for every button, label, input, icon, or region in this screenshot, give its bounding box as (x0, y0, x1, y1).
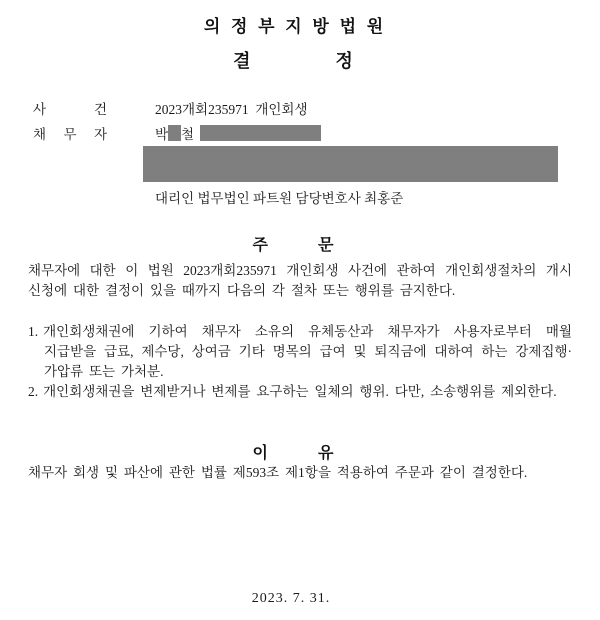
order-item-1-text: 개인회생채권에 기하여 채무자 소유의 유체동산과 채무자가 사용자로부터 매월 지급받을 급료, 제수당, 상여금 기타 명목의 급여 및 퇴직금에 대하여 하는 강제집행·가압류 또는 가처분. (43, 324, 572, 379)
reason-heading-char-left: 이 (252, 445, 268, 462)
decision-title-char-left: 결 (233, 51, 251, 71)
order-item-2 (28, 382, 572, 402)
debtor-label (33, 123, 107, 143)
decision-date: 2023. 7. 31. (251, 591, 331, 606)
redaction-box-large (143, 146, 558, 182)
reason-body-paragraph: 채무자 회생 및 파산에 관한 법률 제593조 제1항을 적용하여 주문과 같이 결정한다. (28, 465, 528, 480)
order-item-1-number: 1. (28, 324, 39, 339)
decision-title-char-right: 정 (335, 51, 353, 71)
case-number-label (33, 98, 107, 118)
case-number-value: 2023개회235971 개인회생 (155, 102, 308, 117)
order-item-list (28, 322, 572, 402)
decision-title (0, 47, 586, 73)
order-intro-paragraph: 채무자에 대한 이 법원 2023개회235971 개인회생 사건에 관하여 개인회생절차의 개시 신청에 대한 결정이 있을 때까지 다음의 각 절차 또는 행위를 금지한다. (28, 263, 572, 298)
debtor-label-char: 무 (63, 127, 77, 142)
reason-section-heading (0, 440, 586, 463)
debtor-label-char: 자 (93, 127, 107, 142)
reason-heading-char-right: 유 (318, 445, 334, 462)
case-number-row (33, 98, 308, 118)
court-name-title: 의 정 부 지 방 법 원 (203, 17, 387, 36)
order-heading-char-left: 주 (252, 237, 268, 254)
debtor-label-char: 채 (33, 127, 47, 142)
debtor-name (155, 123, 321, 143)
attorney-line: 대리인 법무법인 파트원 담당변호사 최홍준 (155, 191, 404, 206)
order-item-1 (28, 322, 572, 382)
debtor-name-first-char: 박 (155, 127, 169, 142)
order-section-heading (0, 232, 586, 255)
redaction-box-name-detail (200, 125, 321, 141)
order-item-2-text: 개인회생채권을 변제받거나 변제를 요구하는 일체의 행위. 다만, 소송행위를 제외한다. (43, 384, 557, 399)
debtor-name-last-char: 철 (181, 127, 195, 142)
case-label-char: 사 (33, 102, 47, 117)
debtor-row (33, 123, 321, 143)
redaction-box-name-middle (168, 125, 181, 141)
case-label-char: 건 (93, 102, 107, 117)
order-heading-char-right: 문 (318, 237, 334, 254)
order-item-2-number: 2. (28, 384, 39, 399)
